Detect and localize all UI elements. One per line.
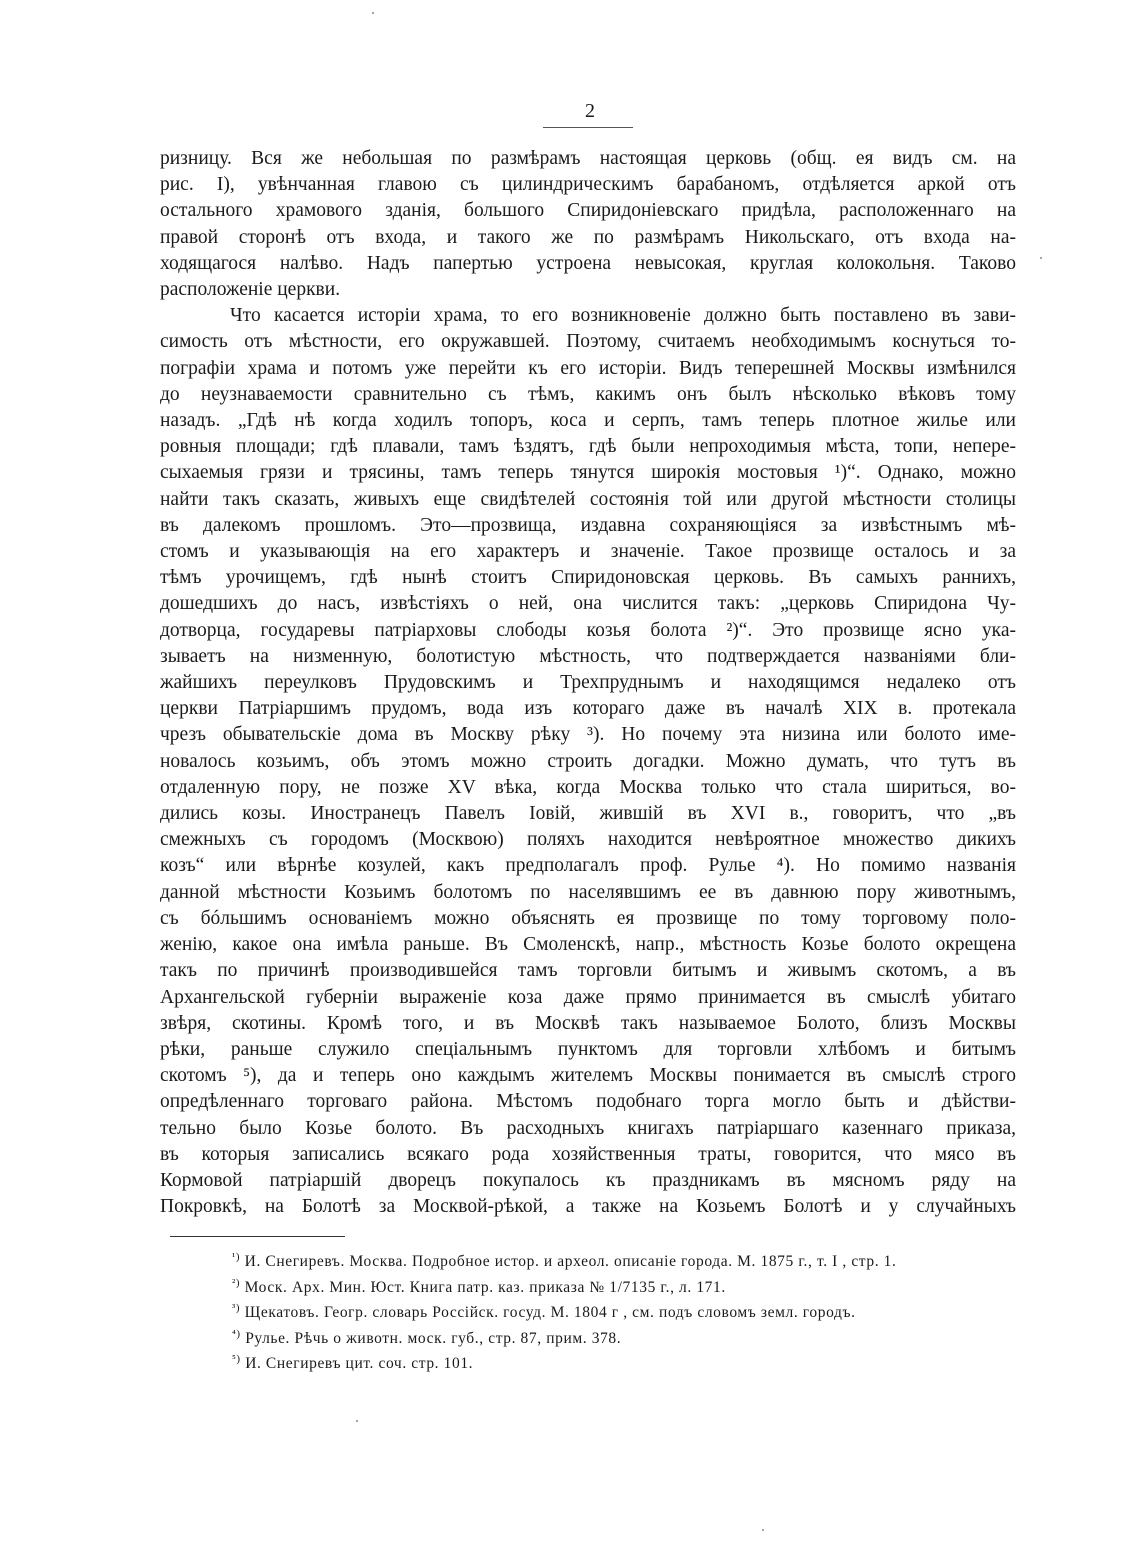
footnote-5 — [232, 1351, 1032, 1377]
text-line: чрезъ обывательскіе дома въ Москву рѣку ³). Но почему эта низина или болото име- — [160, 724, 1016, 746]
footnote-mark: ⁴) — [232, 1327, 241, 1340]
text-line: скотомъ ⁵), да и теперь оно каждымъ жителемъ Москвы понимается въ смыслѣ строго — [160, 1065, 1016, 1087]
footnote-text: Моск. Арх. Мин. Юст. Книга патр. каз. приказа № 1/7135 г., л. 171. — [244, 1278, 726, 1296]
text-line: женію, какое она имѣла раньше. Въ Смоленскѣ, напр., мѣстность Козье болото окрещена — [160, 934, 1016, 956]
text-line: ровныя площади; гдѣ плавали, тамъ ѣздятъ, гдѣ были непроходимыя мѣста, топи, непере- — [160, 436, 1016, 458]
text-line: дотворца, государевы патріарховы слободы козья болота ²)“. Это прозвище ясно ука- — [160, 619, 1016, 641]
body-text — [160, 146, 1016, 1220]
text-line: стомъ и указывающія на его характеръ и значеніе. Такое прозвище осталось и за — [160, 541, 1016, 563]
text-line: отдаленную пору, не позже XV вѣка, когда Москва только что стала шириться, во- — [160, 776, 1016, 798]
text-line: симость отъ мѣстности, его окружавшей. Поэтому, считаемъ необходимымъ коснуться то- — [160, 331, 1016, 353]
text-line: такъ по причинѣ производившейся тамъ торговли битымъ и живымъ скотомъ, а въ — [160, 960, 1016, 982]
text-line: въ далекомъ прошломъ. Это—прозвища, издавна сохраняющіяся за извѣстнымъ мѣ- — [160, 514, 1016, 536]
text-line: тельно было Козье болото. Въ расходныхъ книгахъ патріаршаго казеннаго приказа, — [160, 1117, 1016, 1139]
footnote-separator — [170, 1236, 345, 1237]
text-line: найти такъ сказать, живыхъ еще свидѣтелей состоянія той или другой мѣстности столицы — [160, 488, 1016, 510]
text-line: дошедшихъ до насъ, извѣстіяхъ о ней, она числится такъ: „церковь Спиридона Чу- — [160, 593, 1016, 615]
text-line: назадъ. „Гдѣ нѣ когда ходилъ топоръ, коса и серпъ, тамъ теперь плотное жилье или — [160, 410, 1016, 432]
text-line: дились козы. Иностранецъ Павелъ Іовій, жившій въ XVI в., говоритъ, что „въ — [160, 803, 1016, 825]
text-line: Архангельской губерніи выраженіе коза даже прямо принимается въ смыслѣ убитаго — [160, 986, 1016, 1008]
footnote-1 — [232, 1249, 1032, 1275]
paragraph-2 — [160, 303, 1016, 1220]
text-line: ризницу. Вся же небольшая по размѣрамъ настоящая церковь (общ. ея видъ см. на — [160, 148, 1016, 169]
text-line: рис. I), увѣнчанная главою съ цилиндрическимъ барабаномъ, отдѣляется аркой отъ — [160, 174, 1016, 196]
text-line: Что касается исторіи храма, то его возникновеніе должно быть поставлено въ зави- — [230, 305, 1016, 327]
text-line: пографіи храма и потомъ уже перейти къ его исторіи. Видъ теперешней Москвы измѣнился — [160, 357, 1016, 379]
footnote-text: И. Снегиревъ цит. соч. стр. 101. — [245, 1355, 474, 1372]
text-line: въ которыя записались всякаго рода хозяйственныя траты, говорится, что мясо въ — [160, 1143, 1016, 1165]
scan-speck — [372, 12, 374, 14]
text-line: опредѣленнаго торговаго района. Мѣстомъ подобнаго торга могло быть и дѣйстви- — [160, 1091, 1016, 1113]
text-line: остального храмового зданія, большого Спиридоніевскаго придѣла, расположеннаго на — [160, 200, 1016, 222]
footnote-2 — [232, 1275, 1032, 1301]
text-line: ходящагося налѣво. Надъ папертью устроена невысокая, круглая колокольня. Таково — [160, 252, 1016, 274]
text-line: расположеніе церкви. — [160, 279, 341, 301]
footnote-4 — [232, 1326, 1032, 1352]
footnote-mark: ¹) — [232, 1250, 241, 1263]
scan-speck — [356, 1420, 358, 1422]
text-line: церкви Патріаршимъ прудомъ, вода изъ котораго даже въ началѣ XIX в. протекала — [160, 698, 1016, 720]
footnotes — [232, 1249, 1032, 1377]
footnote-mark: ²) — [232, 1276, 241, 1289]
text-line: до неузнаваемости сравнительно съ тѣмъ, какимъ онъ былъ нѣсколько вѣковъ тому — [160, 383, 1016, 405]
footnote-mark: ³) — [232, 1301, 241, 1314]
scan-speck — [762, 1529, 764, 1531]
text-line: козъ“ или вѣрнѣе козулей, какъ предполагалъ проф. Рулье ⁴). Но помимо названія — [160, 855, 1016, 877]
text-line: новалось козьимъ, объ этомъ можно строить догадки. Можно думать, что тутъ въ — [160, 750, 1016, 772]
text-line: Кормовой патріаршій дворецъ покупалось къ праздникамъ въ мясномъ ряду на — [160, 1169, 1016, 1191]
page-number: 2 — [585, 100, 595, 122]
text-line: рѣки, раньше служило спеціальнымъ пунктомъ для торговли хлѣбомъ и битымъ — [160, 1038, 1016, 1060]
footnote-3 — [232, 1300, 1032, 1326]
footnote-text: Рулье. Рѣчь о животн. моск. губ., стр. 87, прим. 378. — [245, 1329, 622, 1347]
text-line: звѣря, скотины. Кромѣ того, и въ Москвѣ такъ называемое Болото, близъ Москвы — [160, 1012, 1016, 1034]
text-line: зываетъ на низменную, болотистую мѣстность, что подтверждается названіями бли- — [160, 645, 1016, 667]
text-line: сыхаемыя грязи и трясины, тамъ теперь тянутся широкія мостовыя ¹)“. Однако, можно — [160, 462, 1016, 484]
text-line: съ бóльшимъ основаніемъ можно объяснять ея прозвище по тому торговому поло- — [160, 907, 1016, 929]
scan-speck — [1040, 257, 1042, 259]
footnote-text: И. Снегиревъ. Москва. Подробное истор. и археол. описаніе города. М. 1875 г., т. I , стр. 1. — [244, 1253, 897, 1270]
text-line: данной мѣстности Козьимъ болотомъ по населявшимъ ее въ давнюю пору животнымъ, — [160, 881, 1016, 903]
text-line: смежныхъ съ городомъ (Москвою) поляхъ находится невѣроятное множество дикихъ — [160, 829, 1016, 851]
page-number-rule — [543, 127, 633, 128]
text-line: Покровкѣ, на Болотѣ за Москвой-рѣкой, а также на Козьемъ Болотѣ и у случайныхъ — [160, 1196, 1016, 1218]
footnote-text: Щекатовъ. Геогр. словарь Россійск. госуд. М. 1804 г , см. подъ словомъ земл. городъ. — [244, 1304, 856, 1321]
text-line: тѣмъ урочищемъ, гдѣ нынѣ стоитъ Спиридоновская церковь. Въ самыхъ раннихъ, — [160, 567, 1016, 589]
footnote-mark: ⁵) — [232, 1352, 241, 1365]
text-line: жайшихъ переулковъ Прудовскимъ и Трехпруднымъ и находящимся недалеко отъ — [160, 672, 1016, 694]
text-line: правой сторонѣ отъ входа, и такого же по размѣрамъ Никольскаго, отъ входа на- — [160, 226, 1016, 248]
paragraph-1 — [160, 146, 1016, 303]
